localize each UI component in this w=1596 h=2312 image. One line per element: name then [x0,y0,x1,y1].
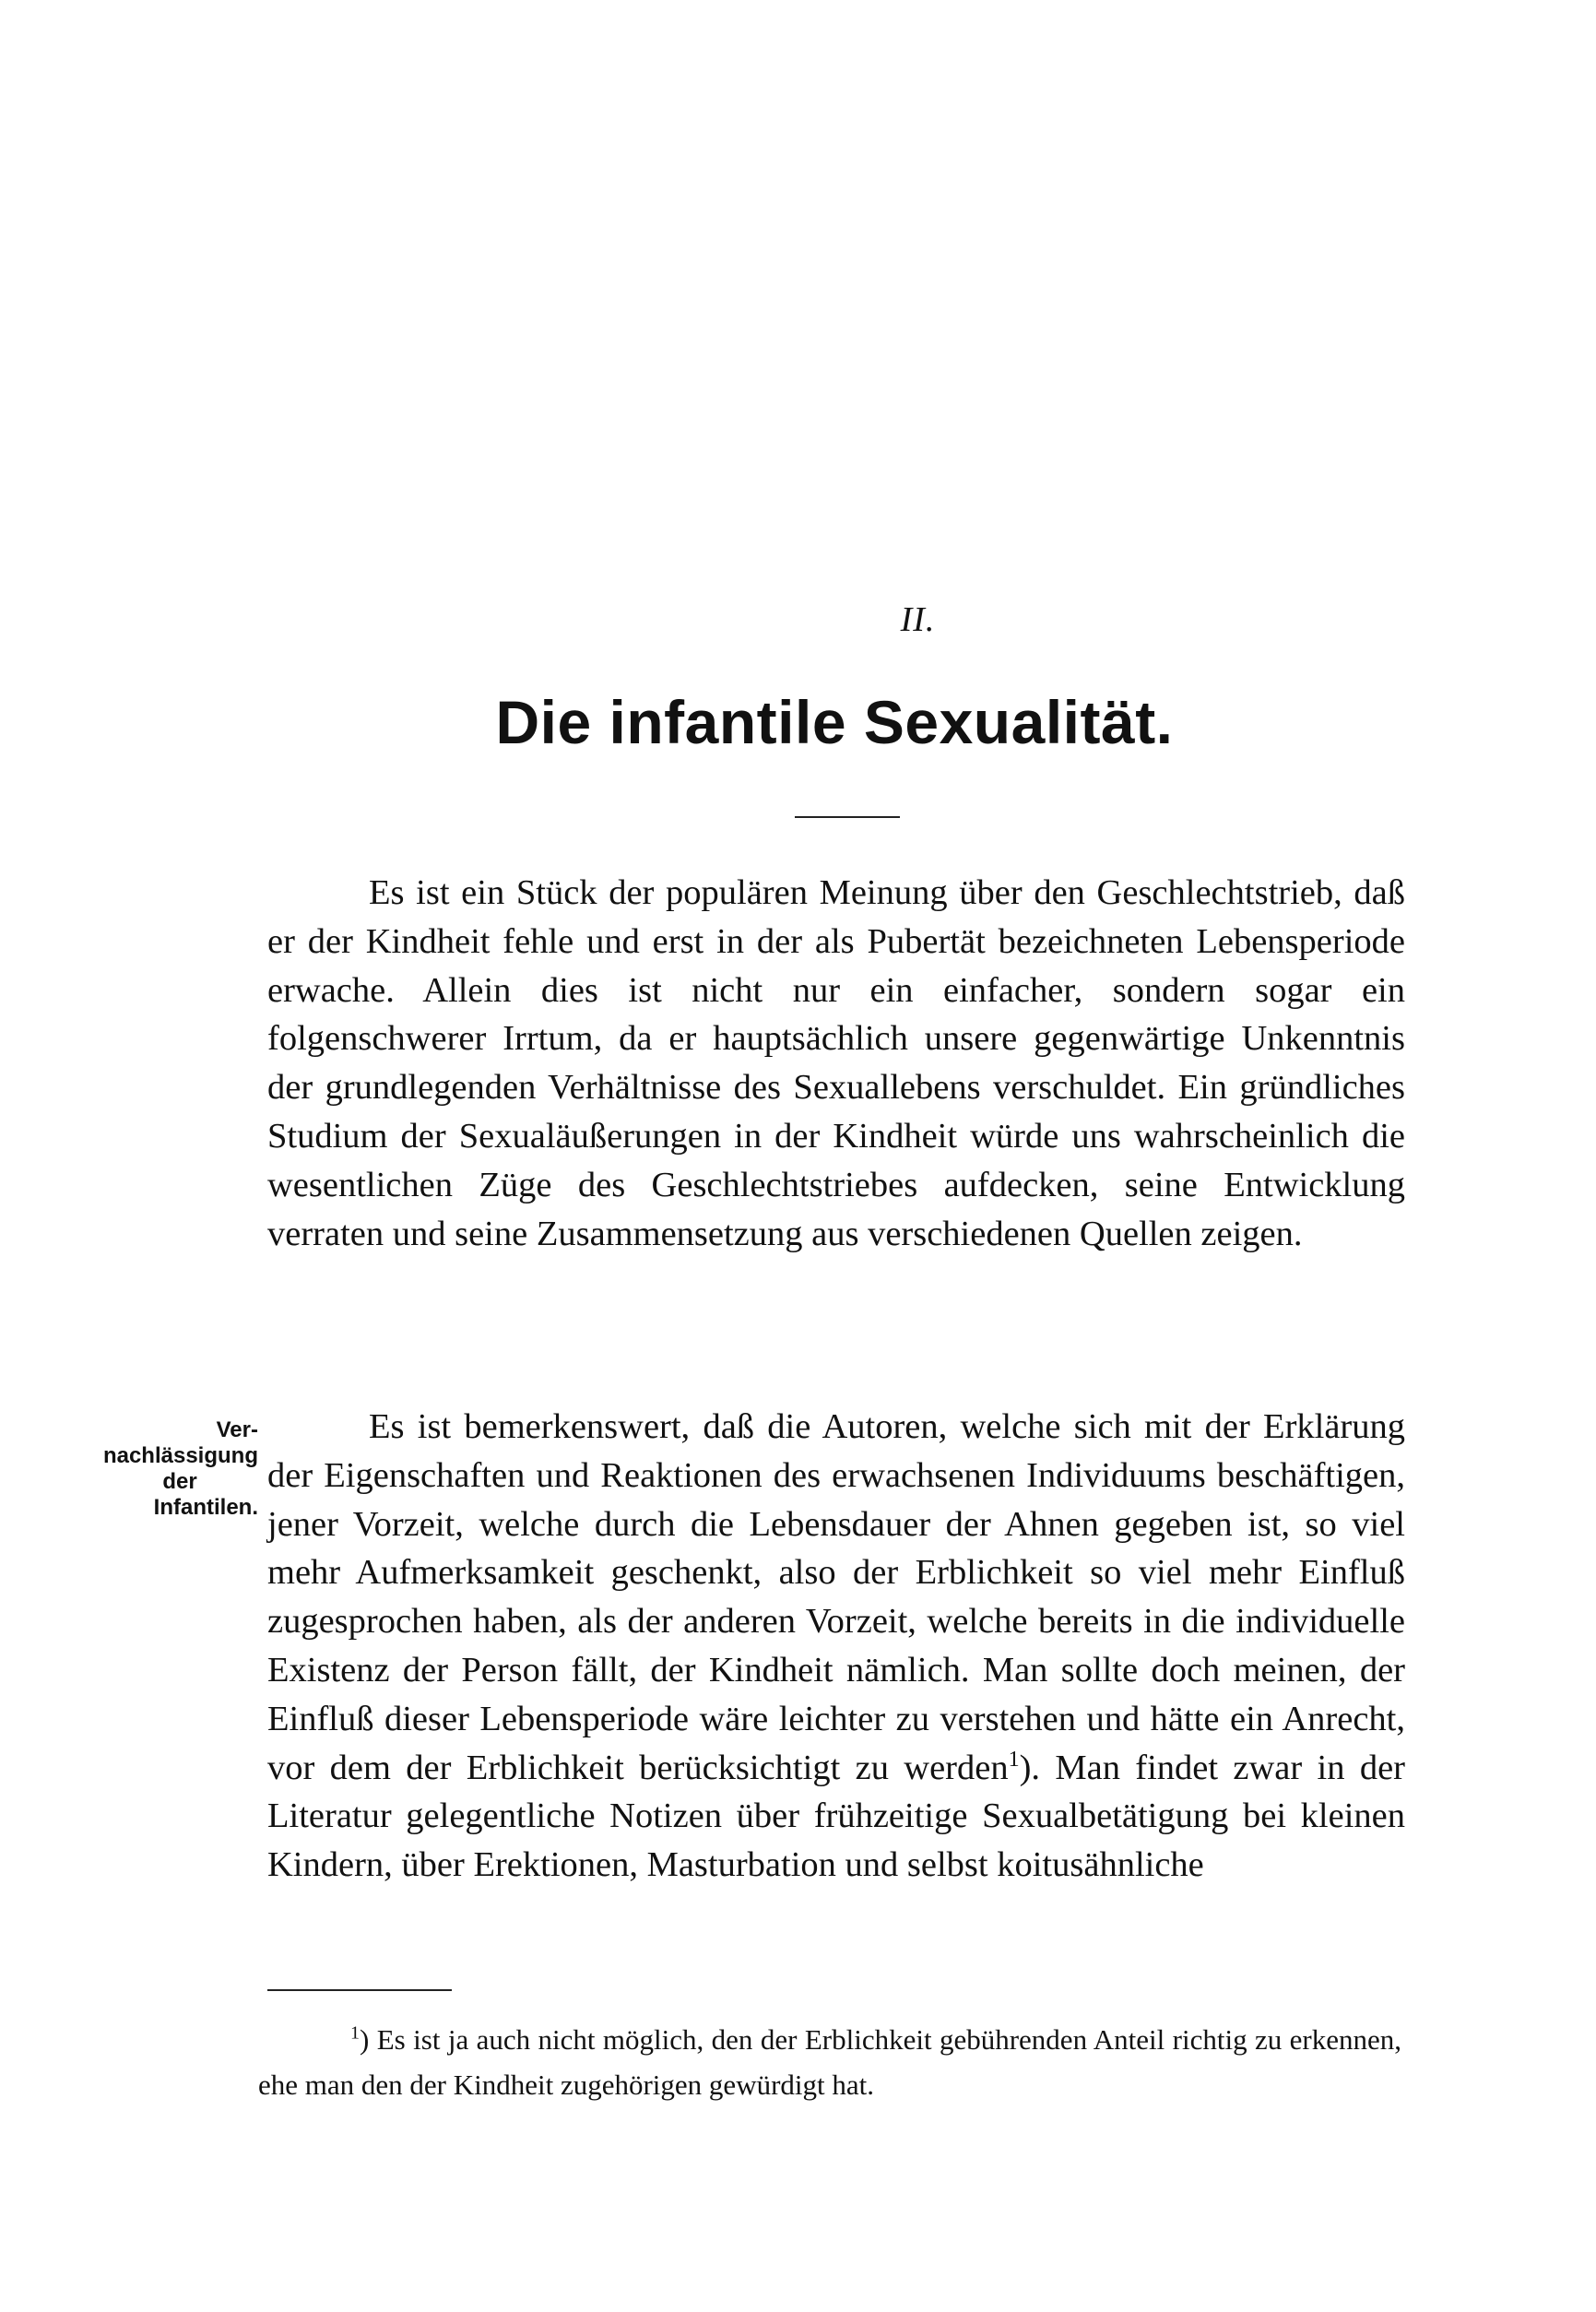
footnote-mark-close: ) [360,2023,370,2056]
marginal-note-line: der [162,1469,197,1494]
title-divider [795,816,900,818]
footnote-text [258,2017,1401,2107]
paragraph-text [267,1403,1405,1890]
footnote [258,2017,1401,2107]
body-paragraph-1 [267,869,1405,1258]
marginal-note-line: nachlässigung [102,1443,258,1468]
chapter-title: Die infantile Sexualität. [495,688,1174,756]
footnote-reference[interactable]: 1 [1008,1747,1020,1772]
marginal-note-line: Infantilen. [153,1495,258,1520]
footnote-reference-close: ). [1019,1748,1041,1787]
footnote-mark: 1 [350,2022,360,2044]
paragraph-text: Es ist ein Stück der populären Meinung über den Geschlechtstrieb, daß er der Kindheit fehle und erst in der als Pubertät bezeichneten Lebensperiode erwache. Allein dies ist nicht nur ein einfacher, sondern sogar ein folgenschwerer Irrtum, da er hauptsächlich unsere gegenwärtige Unkenntnis der grundlegenden Verhältnisse des Sexuallebens verschuldet. Ein gründliches Studium der Sexualäußerungen in der Kindheit würde uns wahrscheinlich die wesentlichen Züge des Geschlechtstriebes aufdecken, seine Entwicklung verraten und seine Zusammensetzung aus verschiedenen Quellen zeigen. [267,873,1405,1253]
marginal-note-line: Ver- [216,1417,258,1442]
marginal-note [37,1417,258,1521]
footnote-divider [267,1989,452,1991]
chapter-number: II. [900,600,936,639]
footnote-body: Es ist ja auch nicht möglich, den der Erblichkeit gebührenden Anteil richtig zu erkennen, ehe man den der Kindheit zugehörigen gewürdigt hat. [258,2023,1401,2101]
paragraph-text-before-ref: Es ist bemerkenswert, daß die Autoren, welche sich mit der Erklärung der Eigenschaften und Reaktionen des erwachsenen Individuums beschäftigen, jener Vorzeit, welche durch die Lebensdauer der Ahnen gegeben ist, so viel mehr Aufmerksamkeit geschenkt, also der Erblichkeit so viel mehr Einfluß zugesprochen haben, als der anderen Vorzeit, welche bereits in die individuelle Existenz der Person fällt, der Kindheit nämlich. Man sollte doch meinen, der Einfluß dieser Lebensperiode wäre leichter zu verstehen und hätte ein Anrecht, vor dem der Erblichkeit berücksichtigt zu werden [267,1407,1405,1787]
paragraph-text-after-ref: Man findet zwar in der Literatur gelegentliche Notizen über frühzeitige Sexualbetätigung bei kleinen Kindern, über Erektionen, Masturbation und selbst koitusähnliche [267,1748,1405,1885]
body-paragraph-2 [267,1403,1405,1890]
